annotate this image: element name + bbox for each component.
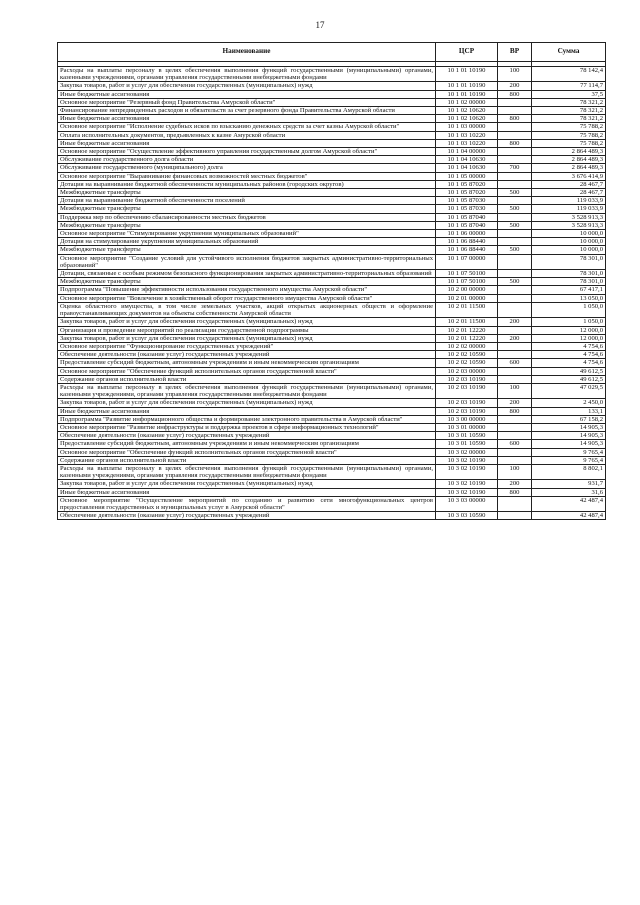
cell-vr — [498, 496, 532, 511]
cell-vr — [498, 432, 532, 440]
budget-table — [57, 42, 606, 520]
cell-sum: 78 301,0 — [532, 270, 606, 278]
cell-csr: 10 3 00 00000 — [436, 415, 498, 423]
cell-csr: 10 1 01 10190 — [436, 67, 498, 82]
cell-vr: 100 — [498, 67, 532, 82]
cell-vr — [498, 270, 532, 278]
cell-sum: 2 864 489,3 — [532, 164, 606, 172]
table-row — [58, 448, 606, 456]
table-row — [58, 270, 606, 278]
cell-vr: 800 — [498, 488, 532, 496]
cell-sum: 31,6 — [532, 488, 606, 496]
cell-name: Основное мероприятие "Исполнение судебных исков по взысканию денежных средств за счет казны Амурской области" — [58, 123, 436, 131]
cell-csr: 10 3 02 10190 — [436, 456, 498, 464]
table-row — [58, 318, 606, 326]
cell-name: Иные бюджетные ассигнования — [58, 115, 436, 123]
cell-name: Обслуживание государственного (муниципального) долга — [58, 164, 436, 172]
cell-vr — [498, 367, 532, 375]
cell-sum: 47 029,5 — [532, 383, 606, 398]
cell-name: Закупка товаров, работ и услуг для обеспечения государственных (муниципальных) нужд — [58, 334, 436, 342]
cell-csr: 10 1 05 87020 — [436, 180, 498, 188]
cell-name: Основное мероприятие "Осуществление эффективного управления государственным долгом Амурской области" — [58, 148, 436, 156]
cell-sum: 9 765,4 — [532, 456, 606, 464]
cell-sum: 10 000,0 — [532, 230, 606, 238]
cell-vr — [498, 415, 532, 423]
table-row — [58, 213, 606, 221]
cell-name: Основное мероприятие "Обеспечение функций исполнительных органов государственной власти" — [58, 448, 436, 456]
cell-csr: 10 1 02 10620 — [436, 115, 498, 123]
cell-csr: 10 2 02 10590 — [436, 351, 498, 359]
cell-csr: 10 1 04 00000 — [436, 148, 498, 156]
table-row — [58, 456, 606, 464]
cell-csr: 10 2 01 12220 — [436, 326, 498, 334]
cell-vr: 500 — [498, 246, 532, 254]
table-row — [58, 148, 606, 156]
table-row — [58, 488, 606, 496]
cell-sum: 10 000,0 — [532, 246, 606, 254]
cell-sum: 2 450,0 — [532, 399, 606, 407]
table-row — [58, 98, 606, 106]
cell-csr: 10 2 03 10190 — [436, 407, 498, 415]
table-row — [58, 278, 606, 286]
table-row — [58, 359, 606, 367]
cell-sum: 9 765,4 — [532, 448, 606, 456]
cell-csr: 10 3 02 10190 — [436, 488, 498, 496]
cell-name: Расходы на выплаты персоналу в целях обеспечения выполнения функций государственными (муниципальными) органами, казенными учреждениями, органами управления государственными внебюджетными фондами — [58, 67, 436, 82]
cell-name: Дотация на стимулирование укрупнения муниципальных образований — [58, 238, 436, 246]
table-row — [58, 156, 606, 164]
cell-vr — [498, 448, 532, 456]
cell-csr: 10 2 01 12220 — [436, 334, 498, 342]
table-row — [58, 464, 606, 479]
cell-csr: 10 2 01 11500 — [436, 318, 498, 326]
cell-name: Обслуживание государственного долга области — [58, 156, 436, 164]
cell-vr — [498, 351, 532, 359]
cell-name: Основное мероприятие "Вовлечение в хозяйственный оборот государственного имущества Амурской области" — [58, 294, 436, 302]
cell-csr: 10 1 07 50100 — [436, 278, 498, 286]
cell-name: Основное мероприятие "Стимулирование укрупнения муниципальных образований" — [58, 230, 436, 238]
cell-sum: 75 788,2 — [532, 131, 606, 139]
table-row — [58, 115, 606, 123]
cell-name: Содержание органов исполнительной власти — [58, 456, 436, 464]
cell-csr: 10 3 01 10590 — [436, 432, 498, 440]
table-row — [58, 221, 606, 229]
cell-name: Основное мероприятие "Выравнивание финансовых возможностей местных бюджетов" — [58, 172, 436, 180]
table-row — [58, 512, 606, 520]
table-row — [58, 326, 606, 334]
cell-sum: 14 905,3 — [532, 440, 606, 448]
cell-name: Закупка товаров, работ и услуг для обеспечения государственных (муниципальных) нужд — [58, 399, 436, 407]
table-row — [58, 238, 606, 246]
cell-vr: 800 — [498, 139, 532, 147]
table-row — [58, 294, 606, 302]
cell-sum: 12 000,0 — [532, 326, 606, 334]
cell-name: Подпрограмма "Развитие информационного общества и формирование электронного правительства в Амурской области" — [58, 415, 436, 423]
cell-sum: 4 754,6 — [532, 342, 606, 350]
cell-csr: 10 1 04 10630 — [436, 164, 498, 172]
cell-name: Иные бюджетные ассигнования — [58, 90, 436, 98]
cell-sum: 119 033,9 — [532, 205, 606, 213]
cell-vr: 800 — [498, 115, 532, 123]
cell-vr: 500 — [498, 278, 532, 286]
cell-csr: 10 2 03 10190 — [436, 383, 498, 398]
cell-csr: 10 2 00 00000 — [436, 286, 498, 294]
cell-vr — [498, 123, 532, 131]
table-row — [58, 407, 606, 415]
cell-name: Межбюджетные трансферты — [58, 278, 436, 286]
cell-vr: 500 — [498, 189, 532, 197]
cell-vr — [498, 294, 532, 302]
cell-vr — [498, 197, 532, 205]
cell-csr: 10 2 03 10190 — [436, 375, 498, 383]
cell-name: Дотации, связанные с особым режимом безопасного функционирования закрытых административно-территориальных образований — [58, 270, 436, 278]
cell-csr: 10 2 02 00000 — [436, 342, 498, 350]
table-row — [58, 67, 606, 82]
cell-sum: 1 050,0 — [532, 318, 606, 326]
cell-name: Финансирование непредвиденных расходов и обязательств за счет резервного фонда Правительства Амурской области — [58, 107, 436, 115]
cell-sum: 2 864 489,3 — [532, 148, 606, 156]
column-header-name: Наименование — [58, 43, 436, 62]
cell-csr: 10 1 05 87040 — [436, 221, 498, 229]
cell-name: Оценка областного имущества, в том числе земельных участков, акций открытых акционерных обществ и оформление правоустанавливающих документов на объекты собственности Амурской области — [58, 302, 436, 317]
cell-sum: 4 754,6 — [532, 351, 606, 359]
table-row — [58, 496, 606, 511]
cell-name: Основное мероприятие "Развитие инфраструктуры и поддержка проектов в сфере информационных технологий" — [58, 423, 436, 431]
table-row — [58, 286, 606, 294]
table-row — [58, 254, 606, 269]
table-row — [58, 164, 606, 172]
table-row — [58, 375, 606, 383]
cell-sum: 37,5 — [532, 90, 606, 98]
cell-sum: 42 487,4 — [532, 496, 606, 511]
cell-name: Межбюджетные трансферты — [58, 246, 436, 254]
cell-vr: 600 — [498, 359, 532, 367]
cell-csr: 10 3 02 10190 — [436, 480, 498, 488]
cell-csr: 10 1 03 10220 — [436, 139, 498, 147]
cell-csr: 10 1 05 87030 — [436, 205, 498, 213]
table-row — [58, 246, 606, 254]
cell-sum: 8 802,1 — [532, 464, 606, 479]
cell-sum: 75 788,2 — [532, 139, 606, 147]
cell-sum: 1 050,0 — [532, 302, 606, 317]
cell-vr — [498, 107, 532, 115]
cell-name: Межбюджетные трансферты — [58, 221, 436, 229]
cell-sum: 10 000,0 — [532, 238, 606, 246]
cell-name: Предоставление субсидий бюджетным, автономным учреждениям и иным некоммерческим организациям — [58, 440, 436, 448]
cell-csr: 10 1 07 50100 — [436, 270, 498, 278]
cell-name: Содержание органов исполнительной власти — [58, 375, 436, 383]
cell-csr: 10 3 01 00000 — [436, 423, 498, 431]
cell-sum: 4 754,6 — [532, 359, 606, 367]
column-header-csr: ЦСР — [436, 43, 498, 62]
table-row — [58, 440, 606, 448]
cell-csr: 10 1 06 88440 — [436, 238, 498, 246]
table-row — [58, 90, 606, 98]
cell-vr — [498, 286, 532, 294]
table-row — [58, 131, 606, 139]
cell-vr: 600 — [498, 440, 532, 448]
cell-name: Основное мероприятие "Осуществление мероприятий по созданию и развитию сети многофункциональных центров предоставления государственных и муниципальных услуг в Амурской области" — [58, 496, 436, 511]
cell-sum: 78 321,2 — [532, 107, 606, 115]
cell-sum: 931,7 — [532, 480, 606, 488]
cell-sum: 78 321,2 — [532, 98, 606, 106]
cell-vr: 800 — [498, 407, 532, 415]
cell-vr — [498, 254, 532, 269]
cell-vr — [498, 148, 532, 156]
cell-vr — [498, 238, 532, 246]
cell-sum: 133,1 — [532, 407, 606, 415]
table-row — [58, 197, 606, 205]
cell-name: Обеспечение деятельности (оказание услуг) государственных учреждений — [58, 432, 436, 440]
cell-csr: 10 1 07 00000 — [436, 254, 498, 269]
cell-sum: 3 528 913,3 — [532, 221, 606, 229]
cell-sum: 3 676 414,9 — [532, 172, 606, 180]
cell-name: Обеспечение деятельности (оказание услуг) государственных учреждений — [58, 351, 436, 359]
cell-sum: 78 321,2 — [532, 115, 606, 123]
cell-sum: 78 301,0 — [532, 278, 606, 286]
cell-vr — [498, 230, 532, 238]
cell-sum: 42 487,4 — [532, 512, 606, 520]
cell-sum: 28 467,7 — [532, 189, 606, 197]
cell-csr: 10 1 06 88440 — [436, 246, 498, 254]
table-row — [58, 230, 606, 238]
cell-csr: 10 3 02 10190 — [436, 464, 498, 479]
cell-name: Закупка товаров, работ и услуг для обеспечения государственных (муниципальных) нужд — [58, 82, 436, 90]
table-row — [58, 342, 606, 350]
cell-sum: 77 114,7 — [532, 82, 606, 90]
cell-csr: 10 1 01 10190 — [436, 90, 498, 98]
cell-name: Оплата исполнительных документов, предъявленных к казне Амурской области — [58, 131, 436, 139]
cell-csr: 10 2 03 10190 — [436, 399, 498, 407]
table-row — [58, 351, 606, 359]
cell-name: Иные бюджетные ассигнования — [58, 407, 436, 415]
table-row — [58, 432, 606, 440]
cell-name: Основное мероприятие "Создание условий для устойчивого исполнения бюджетов закрытых административно-территориальных образований" — [58, 254, 436, 269]
cell-csr: 10 1 03 00000 — [436, 123, 498, 131]
cell-vr — [498, 98, 532, 106]
cell-csr: 10 3 03 00000 — [436, 496, 498, 511]
table-row — [58, 415, 606, 423]
cell-csr: 10 2 01 11500 — [436, 302, 498, 317]
table-row — [58, 139, 606, 147]
cell-vr — [498, 156, 532, 164]
cell-sum: 2 864 489,3 — [532, 156, 606, 164]
column-header-sum: Сумма — [532, 43, 606, 62]
table-body — [58, 67, 606, 520]
cell-name: Закупка товаров, работ и услуг для обеспечения государственных (муниципальных) нужд — [58, 480, 436, 488]
table-row — [58, 189, 606, 197]
table-row — [58, 399, 606, 407]
cell-name: Дотация на выравнивание бюджетной обеспеченности поселений — [58, 197, 436, 205]
cell-vr — [498, 180, 532, 188]
cell-csr: 10 1 03 10220 — [436, 131, 498, 139]
cell-csr: 10 1 06 00000 — [436, 230, 498, 238]
table-row — [58, 480, 606, 488]
cell-vr — [498, 512, 532, 520]
page-number: 17 — [315, 20, 325, 30]
cell-name: Основное мероприятие "Обеспечение функций исполнительных органов государственной власти" — [58, 367, 436, 375]
cell-vr — [498, 326, 532, 334]
table-header-row — [58, 43, 606, 62]
cell-vr — [498, 213, 532, 221]
cell-csr: 10 3 02 00000 — [436, 448, 498, 456]
cell-sum: 12 000,0 — [532, 334, 606, 342]
table-row — [58, 383, 606, 398]
cell-name: Обеспечение деятельности (оказание услуг) государственных учреждений — [58, 512, 436, 520]
cell-vr: 200 — [498, 399, 532, 407]
cell-sum: 13 050,0 — [532, 294, 606, 302]
cell-vr — [498, 456, 532, 464]
cell-sum: 67 417,1 — [532, 286, 606, 294]
table-row — [58, 180, 606, 188]
cell-csr: 10 1 02 00000 — [436, 98, 498, 106]
cell-csr: 10 3 03 10590 — [436, 512, 498, 520]
cell-csr: 10 1 02 10620 — [436, 107, 498, 115]
cell-vr: 700 — [498, 164, 532, 172]
cell-csr: 10 1 01 10190 — [436, 82, 498, 90]
cell-sum: 49 612,5 — [532, 375, 606, 383]
cell-sum: 49 612,5 — [532, 367, 606, 375]
cell-sum: 28 467,7 — [532, 180, 606, 188]
table-row — [58, 423, 606, 431]
cell-vr: 200 — [498, 318, 532, 326]
cell-name: Предоставление субсидий бюджетным, автономным учреждениям и иным некоммерческим организациям — [58, 359, 436, 367]
cell-sum: 3 528 913,3 — [532, 213, 606, 221]
cell-csr: 10 1 04 10630 — [436, 156, 498, 164]
cell-name: Иные бюджетные ассигнования — [58, 488, 436, 496]
cell-csr: 10 2 01 00000 — [436, 294, 498, 302]
cell-vr: 200 — [498, 334, 532, 342]
cell-vr: 200 — [498, 480, 532, 488]
cell-sum: 75 788,2 — [532, 123, 606, 131]
cell-vr — [498, 172, 532, 180]
cell-sum: 78 301,0 — [532, 254, 606, 269]
column-header-vr: ВР — [498, 43, 532, 62]
cell-name: Межбюджетные трансферты — [58, 205, 436, 213]
cell-csr: 10 2 02 10590 — [436, 359, 498, 367]
cell-csr: 10 1 05 87030 — [436, 197, 498, 205]
cell-sum: 119 033,9 — [532, 197, 606, 205]
cell-vr: 200 — [498, 82, 532, 90]
cell-name: Межбюджетные трансферты — [58, 189, 436, 197]
cell-vr — [498, 131, 532, 139]
cell-vr: 500 — [498, 221, 532, 229]
cell-vr — [498, 375, 532, 383]
cell-sum: 67 158,2 — [532, 415, 606, 423]
cell-vr: 800 — [498, 90, 532, 98]
table-row — [58, 205, 606, 213]
cell-csr: 10 3 01 10590 — [436, 440, 498, 448]
cell-name: Основное мероприятие "Функционирование государственных учреждений" — [58, 342, 436, 350]
cell-vr: 100 — [498, 383, 532, 398]
table-row — [58, 302, 606, 317]
cell-vr — [498, 342, 532, 350]
cell-csr: 10 1 05 87040 — [436, 213, 498, 221]
cell-vr: 500 — [498, 205, 532, 213]
cell-name: Организация и проведение мероприятий по реализации государственной подпрограммы — [58, 326, 436, 334]
cell-name: Поддержка мер по обеспечению сбалансированности местных бюджетов — [58, 213, 436, 221]
cell-vr: 100 — [498, 464, 532, 479]
cell-name: Подпрограмма "Повышение эффективности использования государственного имущества Амурской области" — [58, 286, 436, 294]
cell-sum: 78 142,4 — [532, 67, 606, 82]
cell-name: Дотация на выравнивание бюджетной обеспеченности муниципальных районов (городских округов) — [58, 180, 436, 188]
table-row — [58, 82, 606, 90]
cell-vr — [498, 423, 532, 431]
table-row — [58, 172, 606, 180]
table-row — [58, 367, 606, 375]
cell-name: Закупка товаров, работ и услуг для обеспечения государственных (муниципальных) нужд — [58, 318, 436, 326]
cell-csr: 10 2 03 00000 — [436, 367, 498, 375]
cell-csr: 10 1 05 00000 — [436, 172, 498, 180]
cell-vr — [498, 302, 532, 317]
table-row — [58, 107, 606, 115]
cell-sum: 14 905,3 — [532, 423, 606, 431]
table-row — [58, 123, 606, 131]
cell-sum: 14 905,3 — [532, 432, 606, 440]
cell-name: Основное мероприятие "Резервный фонд Правительства Амурской области" — [58, 98, 436, 106]
table-row — [58, 334, 606, 342]
cell-name: Расходы на выплаты персоналу в целях обеспечения выполнения функций государственными (муниципальными) органами, казенными учреждениями, органами управления государственными внебюджетными фондами — [58, 383, 436, 398]
cell-name: Иные бюджетные ассигнования — [58, 139, 436, 147]
cell-name: Расходы на выплаты персоналу в целях обеспечения выполнения функций государственными (муниципальными) органами, казенными учреждениями, органами управления государственными внебюджетными фондами — [58, 464, 436, 479]
cell-csr: 10 1 05 87020 — [436, 189, 498, 197]
